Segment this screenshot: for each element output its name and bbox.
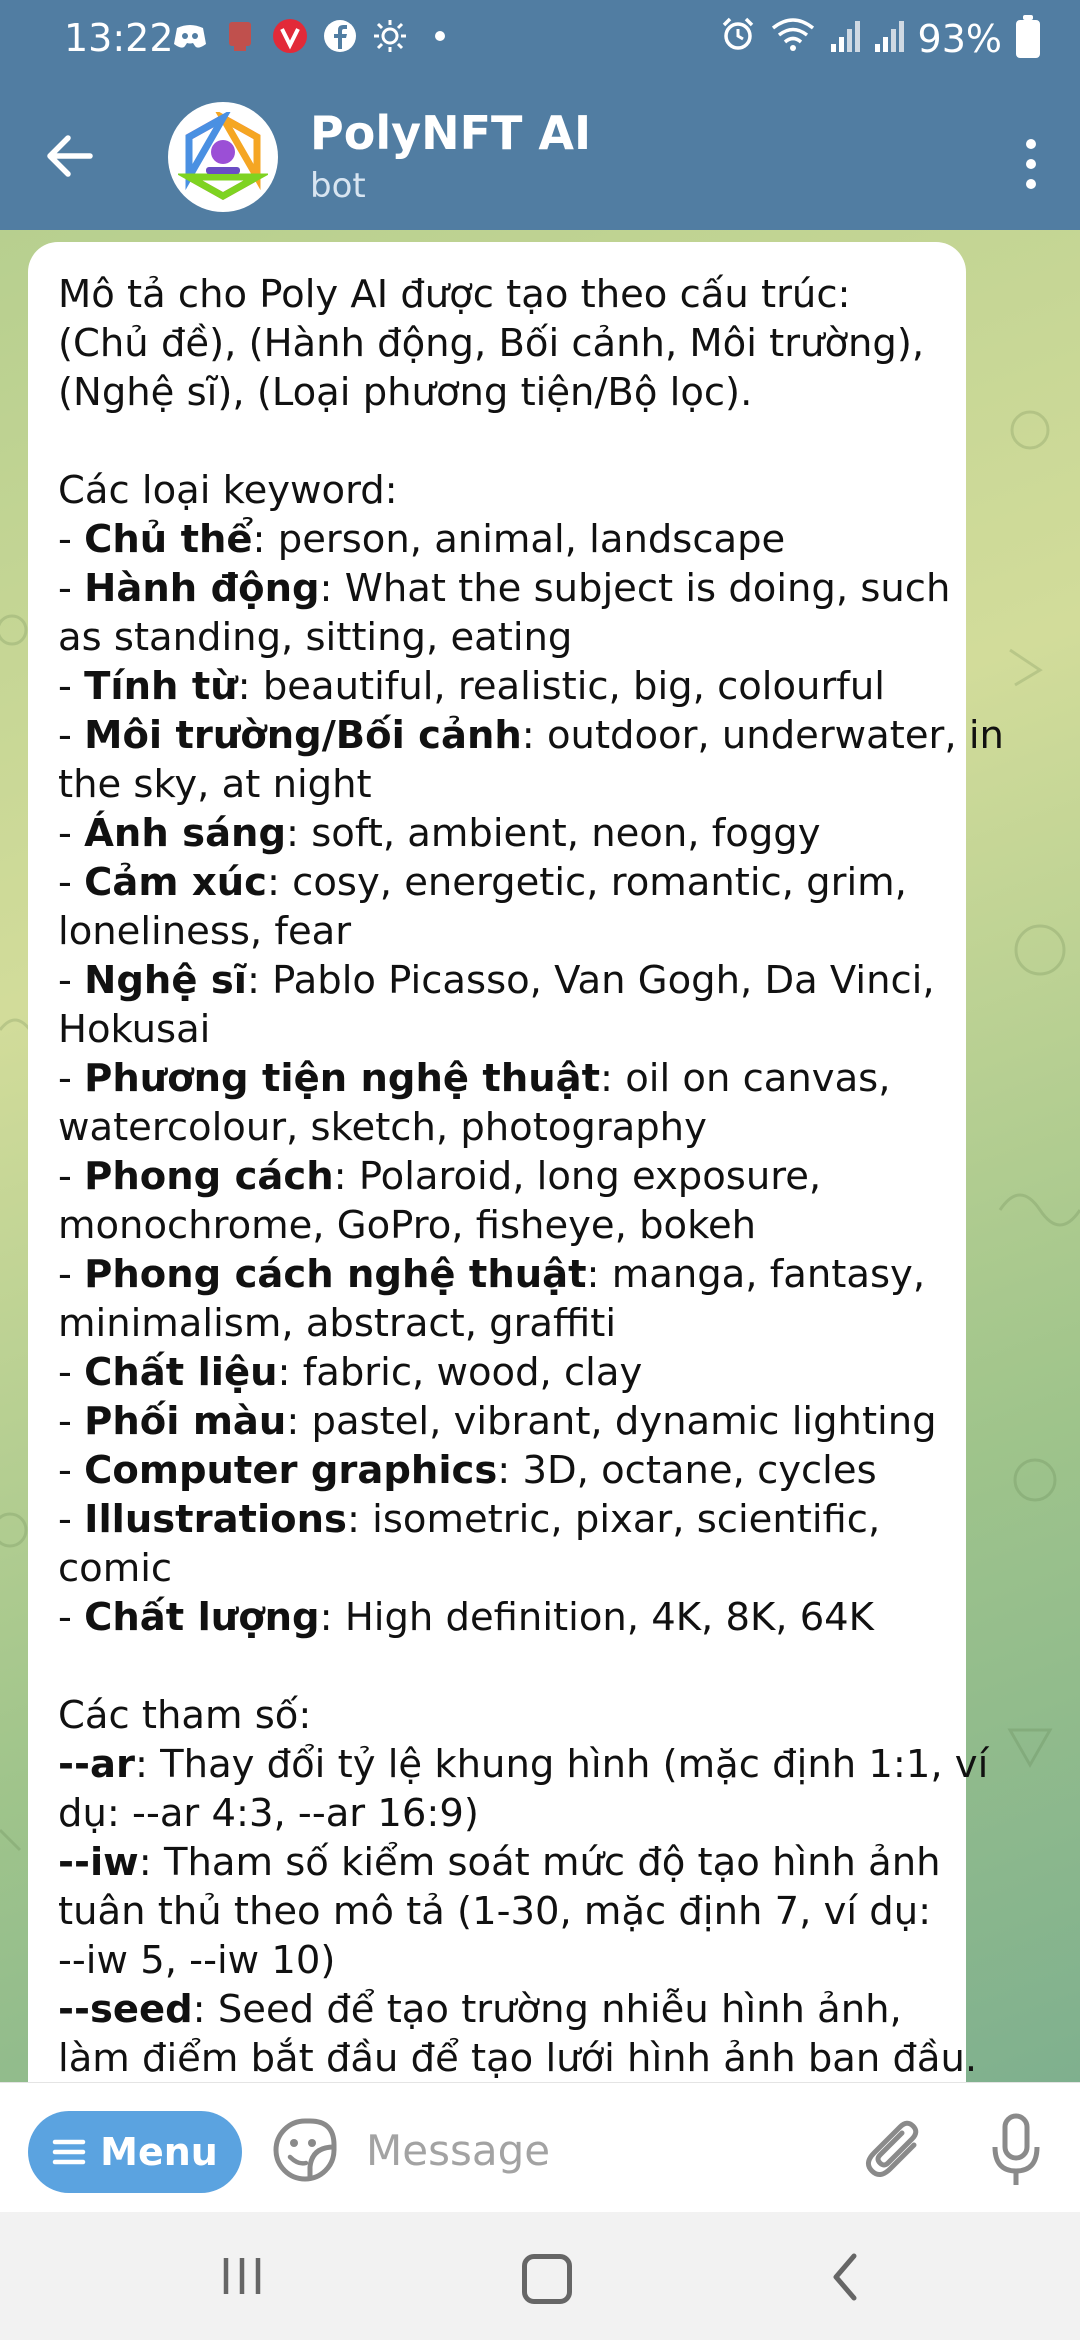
keyword-label: Chất liệu — [84, 1350, 278, 1395]
message-line — [58, 907, 936, 956]
message-text-segment: : Polaroid, long exposure, — [333, 1154, 822, 1199]
system-status — [720, 16, 1040, 61]
message-text-segment: - — [58, 517, 85, 562]
message-line — [58, 1985, 936, 2034]
message-text-segment: comic — [58, 1546, 173, 1591]
message-text-segment: : Pablo Picasso, Van Gogh, Da Vinci, — [246, 958, 935, 1003]
message-line — [58, 368, 936, 417]
message-line — [58, 1250, 936, 1299]
message-text-segment: loneliness, fear — [58, 909, 352, 954]
keyword-label: Nghệ sĩ — [84, 958, 247, 1003]
message-text-segment: - — [58, 1350, 85, 1395]
microphone-icon[interactable] — [990, 2113, 1042, 2189]
keyword-label: Cảm xúc — [84, 860, 267, 905]
message-line — [58, 1936, 936, 1985]
message-text-segment: : fabric, wood, clay — [277, 1350, 643, 1395]
keyword-label: Phối màu — [84, 1399, 287, 1444]
message-text-segment: Hokusai — [58, 1007, 211, 1052]
message-line — [58, 1397, 936, 1446]
message-text-segment: Các loại keyword: — [58, 468, 398, 513]
message-line — [58, 809, 936, 858]
chat-area[interactable] — [0, 230, 1080, 2082]
status-time: 13:22 — [64, 16, 174, 60]
message-text-segment: - — [58, 1154, 85, 1199]
keyword-label: Phương tiện nghệ thuật — [84, 1056, 601, 1101]
recent-apps-icon[interactable] — [220, 2254, 264, 2298]
message-text-segment: - — [58, 566, 85, 611]
discord-icon — [172, 18, 208, 54]
message-text-segment: dụ: --ar 4:3, --ar 16:9) — [58, 1791, 479, 1836]
menu-button-label: Menu — [100, 2130, 218, 2174]
keyword-label: Chất lượng — [84, 1595, 320, 1640]
battery-icon — [1016, 20, 1040, 58]
attach-icon[interactable] — [862, 2115, 928, 2185]
message-line — [58, 319, 936, 368]
message-line — [58, 1152, 936, 1201]
message-line — [58, 1446, 936, 1495]
message-line — [58, 1544, 936, 1593]
message-text-segment: - — [58, 664, 85, 709]
chat-header — [0, 78, 1080, 230]
message-line — [58, 662, 936, 711]
bot-menu-button[interactable] — [28, 2111, 242, 2193]
message-text-segment: - — [58, 860, 85, 905]
keyword-label: Computer graphics — [84, 1448, 498, 1493]
message-line — [58, 1691, 936, 1740]
more-options-icon[interactable] — [1016, 134, 1046, 194]
message-text-segment: : What the subject is doing, such — [319, 566, 951, 611]
home-icon[interactable] — [522, 2254, 572, 2304]
message-line — [58, 1348, 936, 1397]
signal-icon — [830, 17, 860, 61]
message-text-segment: --iw 5, --iw 10) — [58, 1938, 336, 1983]
message-text-segment: - — [58, 1497, 85, 1542]
message-text-segment: (Chủ đề), (Hành động, Bối cảnh, Môi trường), — [58, 321, 925, 366]
polynft-logo-icon — [178, 112, 268, 202]
message-line — [58, 711, 1004, 760]
message-text-segment: - — [58, 1056, 85, 1101]
message-line — [58, 1642, 936, 1691]
message-text-segment: Các tham số: — [58, 1693, 312, 1738]
chat-subtitle: bot — [310, 166, 366, 206]
message-input[interactable] — [364, 2119, 828, 2181]
message-text-segment: monochrome, GoPro, fisheye, bokeh — [58, 1203, 757, 1248]
avatar[interactable] — [168, 102, 278, 212]
message-text-segment: - — [58, 1399, 85, 1444]
message-line — [58, 417, 936, 466]
message-text-segment: - — [58, 958, 85, 1003]
notification-icons — [172, 18, 458, 54]
message-text-segment: : Seed để tạo trường nhiễu hình ảnh, — [192, 1987, 902, 2032]
message-text-segment: minimalism, abstract, graffiti — [58, 1301, 617, 1346]
facebook-icon — [322, 18, 358, 54]
message-line — [58, 1887, 936, 1936]
message-text-segment: làm điểm bắt đầu để tạo lưới hình ảnh ban đầu. — [58, 2036, 978, 2081]
vivaldi-icon — [272, 18, 308, 54]
keyword-label: Ánh sáng — [84, 811, 287, 856]
message-text-segment: (Nghệ sĩ), (Loại phương tiện/Bộ lọc). — [58, 370, 753, 415]
battery-percent: 93% — [917, 16, 1002, 61]
message-text-segment: : person, animal, landscape — [252, 517, 786, 562]
message-text-segment: - — [58, 811, 85, 856]
message-line — [58, 2034, 978, 2082]
message-text-segment: tuân thủ theo mô tả (1-30, mặc định 7, ví dụ: — [58, 1889, 932, 1934]
status-bar — [0, 0, 1080, 78]
weather-icon — [372, 18, 408, 54]
message-text-segment: Mô tả cho Poly AI được tạo theo cấu trúc: — [58, 272, 851, 317]
message-text-segment: watercolour, sketch, photography — [58, 1105, 707, 1150]
keyword-label: Phong cách nghệ thuật — [84, 1252, 587, 1297]
keyword-label: Chủ thể — [84, 517, 253, 562]
message-text-segment: : High definition, 4K, 8K, 64K — [319, 1595, 874, 1640]
app-icon — [222, 18, 258, 54]
message-text-segment: : outdoor, underwater, in — [521, 713, 1004, 758]
message-bubble[interactable] — [28, 242, 1004, 2082]
keyword-label: --iw — [58, 1840, 139, 1885]
wifi-icon — [770, 16, 816, 61]
alarm-icon — [720, 16, 756, 61]
message-text-segment: : oil on canvas, — [600, 1056, 891, 1101]
chat-title[interactable]: PolyNFT AI — [310, 106, 592, 160]
message-line — [58, 1740, 989, 1789]
dot-icon — [422, 18, 458, 54]
keyword-label: Môi trường/Bối cảnh — [84, 713, 522, 758]
message-text-segment: - — [58, 713, 85, 758]
back-arrow-icon[interactable] — [40, 126, 100, 186]
message-text-segment: : isometric, pixar, scientific, — [346, 1497, 881, 1542]
message-text-segment: - — [58, 1595, 85, 1640]
message-line — [58, 564, 951, 613]
message-line — [58, 760, 936, 809]
message-text-segment: : cosy, energetic, romantic, grim, — [266, 860, 907, 905]
message-line — [58, 858, 936, 907]
message-text-segment: - — [58, 1252, 85, 1297]
message-text-segment: : soft, ambient, neon, foggy — [286, 811, 821, 856]
message-line — [58, 1495, 936, 1544]
message-text-segment: the sky, at night — [58, 762, 372, 807]
message-line — [58, 1054, 936, 1103]
signal-icon — [874, 17, 904, 61]
menu-icon — [52, 2138, 86, 2166]
system-navigation-bar — [0, 2212, 1080, 2340]
message-line — [58, 515, 936, 564]
keyword-label: Tính từ — [84, 664, 238, 709]
message-line — [58, 613, 936, 662]
message-line — [58, 1593, 936, 1642]
message-line — [58, 1789, 936, 1838]
message-line — [58, 1838, 941, 1887]
keyword-label: --ar — [58, 1742, 135, 1787]
message-text-segment: - — [58, 1448, 85, 1493]
keyword-label: --seed — [58, 1987, 193, 2032]
message-text-segment: : pastel, vibrant, dynamic lighting — [286, 1399, 937, 1444]
message-text-segment: as standing, sitting, eating — [58, 615, 573, 660]
message-line — [58, 466, 936, 515]
nav-back-icon[interactable] — [830, 2252, 860, 2302]
message-text-segment: : Tham số kiểm soát mức độ tạo hình ảnh — [138, 1840, 941, 1885]
message-line — [58, 1103, 936, 1152]
message-line — [58, 270, 936, 319]
keyword-label: Illustrations — [84, 1497, 347, 1542]
sticker-icon[interactable] — [272, 2117, 338, 2183]
message-line — [58, 1005, 936, 1054]
keyword-label: Hành động — [84, 566, 320, 611]
message-input-bar — [0, 2082, 1080, 2213]
message-text-segment: : Thay đổi tỷ lệ khung hình (mặc định 1:1, ví — [134, 1742, 989, 1787]
message-line — [58, 1299, 936, 1348]
message-line — [58, 956, 936, 1005]
message-text-segment: : 3D, octane, cycles — [497, 1448, 877, 1493]
message-text-segment: : manga, fantasy, — [586, 1252, 926, 1297]
keyword-label: Phong cách — [84, 1154, 334, 1199]
message-line — [58, 1201, 936, 1250]
message-text-segment: : beautiful, realistic, big, colourful — [237, 664, 885, 709]
message-text — [58, 270, 1004, 2082]
